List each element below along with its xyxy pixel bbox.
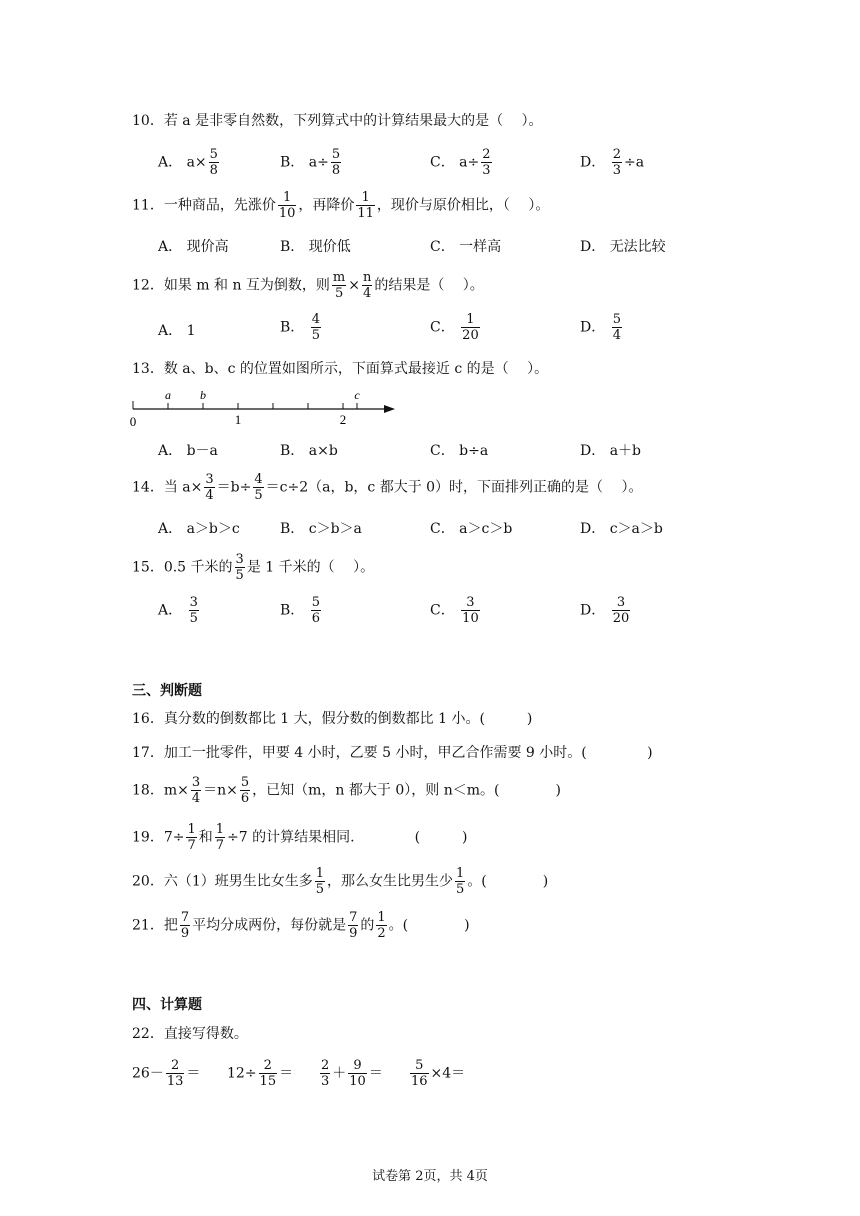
fraction: $\frac{1}{11}$: [357, 190, 374, 221]
fraction: $\frac{5}{8}$: [209, 147, 218, 178]
question-text: 若 a 是非零自然数，下列算式中的计算结果最大的是（ ）。: [163, 113, 543, 129]
q11-option-a[interactable]: A． 现价高: [158, 239, 229, 255]
question-18: 18．m× $\frac{3}{4}$ ＝n× $\frac{5}{6}$ ，已知（m，n 都大于 0），则 n＜m。( ): [132, 775, 561, 806]
tick-label-0: 0: [129, 414, 137, 429]
point-label-c: c: [354, 388, 360, 402]
q12-option-d[interactable]: D． $\frac{5}{4}$: [580, 312, 621, 343]
point-label-b: b: [200, 388, 206, 402]
q15-option-a[interactable]: A． $\frac{3}{5}$: [158, 595, 198, 626]
fraction: $\frac{2}{3}$: [612, 147, 621, 178]
q10-option-b[interactable]: B． a÷ $\frac{5}{8}$: [280, 147, 341, 178]
fraction: $\frac{2}{13}$: [166, 1058, 184, 1089]
question-13: 13．数 a、b、c 的位置如图所示，下面算式最接近 c 的是（ ）。: [132, 361, 549, 377]
q13-option-a[interactable]: A． b－a: [158, 443, 218, 459]
question-number: 10．: [132, 113, 164, 129]
question-11: 11．一种商品，先涨价 $\frac{1}{10}$ ，再降价 $\frac{1}{11}$ ，现价与原价相比，（ ）。: [132, 190, 550, 221]
q10-option-c[interactable]: C． a÷ $\frac{2}{3}$: [430, 147, 491, 178]
section-title-judgement: 三、判断题: [132, 683, 202, 699]
q10-option-d[interactable]: D． $\frac{2}{3}$ ÷a: [580, 147, 645, 178]
page-footer: 试卷第 2页，共 4页: [372, 1169, 488, 1184]
q12-option-b[interactable]: B． $\frac{4}{5}$: [280, 312, 321, 343]
fraction: $\frac{7}{9}$: [349, 910, 358, 941]
q13-option-b[interactable]: B． a×b: [280, 443, 338, 459]
fraction: $\frac{3}{20}$: [612, 595, 630, 626]
q12-option-c[interactable]: C． $\frac{1}{20}$: [430, 312, 479, 343]
fraction: $\frac{4}{5}$: [311, 312, 321, 343]
calc-item-1: 26－ $\frac{2}{13}$ ＝: [132, 1058, 201, 1089]
q15-option-b[interactable]: B． $\frac{5}{6}$: [280, 595, 321, 626]
question-19: 19．7÷ $\frac{1}{7}$ 和 $\frac{1}{7}$ ÷7 的计算结果相同. ( ): [132, 822, 468, 853]
fraction: $\frac{1}{2}$: [377, 910, 386, 941]
fraction: $\frac{4}{5}$: [254, 472, 263, 503]
fraction: $\frac{2}{3}$: [482, 147, 491, 178]
fraction: $\frac{m}{5}$: [332, 270, 346, 301]
q15-option-d[interactable]: D． $\frac{3}{20}$: [580, 595, 630, 626]
fraction: $\frac{3}{5}$: [235, 552, 244, 583]
fraction: $\frac{5}{16}$: [411, 1058, 428, 1089]
q14-option-c[interactable]: C． a＞c＞b: [430, 521, 513, 537]
arrow-icon: [384, 405, 395, 413]
fraction: $\frac{3}{10}$: [462, 595, 479, 626]
calc-item-2: 12÷ $\frac{2}{15}$ ＝: [227, 1058, 294, 1089]
q15-option-c[interactable]: C． $\frac{3}{10}$: [430, 595, 479, 626]
fraction: $\frac{1}{20}$: [462, 312, 479, 343]
fraction: $\frac{7}{9}$: [180, 910, 190, 941]
question-16: 16．真分数的倒数都比 1 大，假分数的倒数都比 1 小。( ): [132, 711, 533, 727]
fraction: $\frac{5}{6}$: [240, 775, 250, 806]
question-10: [132, 112, 543, 130]
section-title-calculation: 四、计算题: [132, 997, 202, 1013]
q12-option-a[interactable]: A． 1: [158, 323, 196, 339]
q11-option-d[interactable]: D． 无法比较: [580, 239, 666, 255]
q13-option-d[interactable]: D． a＋b: [580, 443, 641, 459]
fraction: $\frac{n}{4}$: [362, 270, 372, 301]
fraction: $\frac{1}{5}$: [456, 866, 465, 897]
tick-label-2: 2: [339, 412, 347, 427]
fraction: $\frac{5}{4}$: [612, 312, 621, 343]
question-17: 17．加工一批零件，甲要 4 小时，乙要 5 小时，甲乙合作需要 9 小时。( ): [132, 745, 653, 761]
question-20: 20．六（1）班男生比女生多 $\frac{1}{5}$ ，那么女生比男生少 $\frac{1}{5}$ 。( ): [132, 866, 549, 897]
q10-option-a[interactable]: A． a× $\frac{5}{8}$: [158, 147, 218, 178]
point-label-a: a: [165, 388, 171, 402]
question-12: 12．如果 m 和 n 互为倒数，则 $\frac{m}{5}$ × $\frac{n}{4}$ 的结果是（ ）。: [132, 270, 484, 301]
fraction: $\frac{5}{6}$: [311, 595, 321, 626]
q14-option-b[interactable]: B． c＞b＞a: [280, 521, 362, 537]
q11-option-b[interactable]: B． 现价低: [280, 239, 351, 255]
fraction: $\frac{5}{8}$: [331, 147, 341, 178]
fraction: $\frac{1}{7}$: [215, 822, 225, 853]
fraction: $\frac{9}{10}$: [349, 1058, 366, 1089]
fraction: $\frac{2}{3}$: [321, 1058, 330, 1089]
fraction: $\frac{1}{5}$: [315, 866, 325, 897]
fraction: $\frac{3}{4}$: [191, 775, 201, 806]
fraction: $\frac{1}{7}$: [187, 822, 196, 853]
question-21: 21．把 $\frac{7}{9}$ 平均分成两份，每份就是 $\frac{7}{9}$ 的 $\frac{1}{2}$ 。( ): [132, 910, 470, 941]
question-22: 22．直接写得数。: [132, 1026, 248, 1042]
calc-item-3: $\frac{2}{3}$ ＋ $\frac{9}{10}$ ＝: [321, 1058, 383, 1089]
q14-option-a[interactable]: A． a＞b＞c: [158, 521, 240, 537]
fraction: $\frac{2}{15}$: [259, 1058, 277, 1089]
number-line: [125, 384, 405, 430]
fraction: $\frac{3}{4}$: [205, 472, 214, 503]
tick-label-1: 1: [234, 412, 242, 427]
question-14: 14．当 a× $\frac{3}{4}$ ＝b÷ $\frac{4}{5}$ ＝c÷2（a，b，c 都大于 0）时，下面排列正确的是（ ）。: [132, 472, 643, 503]
q13-option-c[interactable]: C． b÷a: [430, 443, 489, 459]
fraction: $\frac{3}{5}$: [189, 595, 198, 626]
question-15: 15．0.5 千米的 $\frac{3}{5}$ 是 1 千米的（ ）。: [132, 552, 375, 583]
fraction: $\frac{1}{10}$: [278, 190, 296, 221]
calc-item-4: $\frac{5}{16}$ ×4＝: [411, 1058, 466, 1089]
q14-option-d[interactable]: D． c＞a＞b: [580, 521, 663, 537]
q11-option-c[interactable]: C． 一样高: [430, 239, 502, 255]
